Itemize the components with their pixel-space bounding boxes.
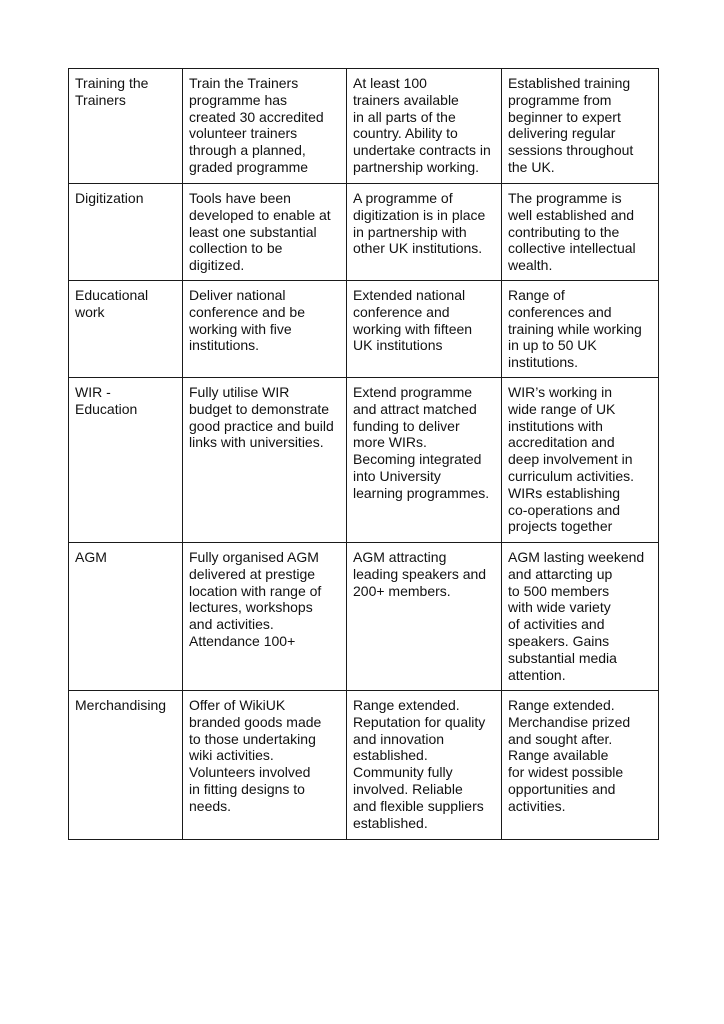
table-cell: Range of conferences and training while working in up to 50 UK institutions. xyxy=(502,281,659,378)
table-cell: Train the Trainers programme has created 30 accredited volunteer trainers through a planned, graded programme xyxy=(183,69,347,184)
row-heading-cell: Educational work xyxy=(69,281,183,378)
row-heading-cell: WIR - Education xyxy=(69,378,183,543)
table-cell: A programme of digitization is in place in partnership with other UK institutions. xyxy=(347,184,502,281)
table-cell: Deliver national conference and be working with five institutions. xyxy=(183,281,347,378)
row-heading-cell: AGM xyxy=(69,543,183,691)
table-cell: AGM attracting leading speakers and 200+ members. xyxy=(347,543,502,691)
table-cell: Established training programme from beginner to expert delivering regular sessions throughout the UK. xyxy=(502,69,659,184)
table-cell: Range extended. Merchandise prized and sought after. Range available for widest possible opportunities and activities. xyxy=(502,691,659,840)
row-heading-cell: Merchandising xyxy=(69,691,183,840)
table-row xyxy=(69,378,659,543)
plan-table xyxy=(68,68,659,840)
table-cell: At least 100 trainers available in all parts of the country. Ability to undertake contracts in partnership working. xyxy=(347,69,502,184)
table-cell: Fully utilise WIR budget to demonstrate good practice and build links with universities. xyxy=(183,378,347,543)
table-row xyxy=(69,184,659,281)
table-cell: Extend programme and attract matched funding to deliver more WIRs. Becoming integrated into University learning programmes. xyxy=(347,378,502,543)
table-row xyxy=(69,69,659,184)
table-cell: WIR’s working in wide range of UK institutions with accreditation and deep involvement in curriculum activities. WIRs establishing co-operations and projects together xyxy=(502,378,659,543)
table-cell: The programme is well established and contributing to the collective intellectual wealth. xyxy=(502,184,659,281)
table-row xyxy=(69,281,659,378)
table-cell: Range extended. Reputation for quality and innovation established. Community fully involved. Reliable and flexible suppliers established. xyxy=(347,691,502,840)
row-heading-cell: Digitization xyxy=(69,184,183,281)
table-cell: Tools have been developed to enable at least one substantial collection to be digitized. xyxy=(183,184,347,281)
table-cell: Fully organised AGM delivered at prestige location with range of lectures, workshops and activities. Attendance 100+ xyxy=(183,543,347,691)
table-row xyxy=(69,543,659,691)
table-cell: Offer of WikiUK branded goods made to those undertaking wiki activities. Volunteers involved in fitting designs to needs. xyxy=(183,691,347,840)
table-row xyxy=(69,691,659,840)
table-cell: Extended national conference and working with fifteen UK institutions xyxy=(347,281,502,378)
row-heading-cell: Training the Trainers xyxy=(69,69,183,184)
table-cell: AGM lasting weekend and attarcting up to 500 members with wide variety of activities and speakers. Gains substantial media attention. xyxy=(502,543,659,691)
